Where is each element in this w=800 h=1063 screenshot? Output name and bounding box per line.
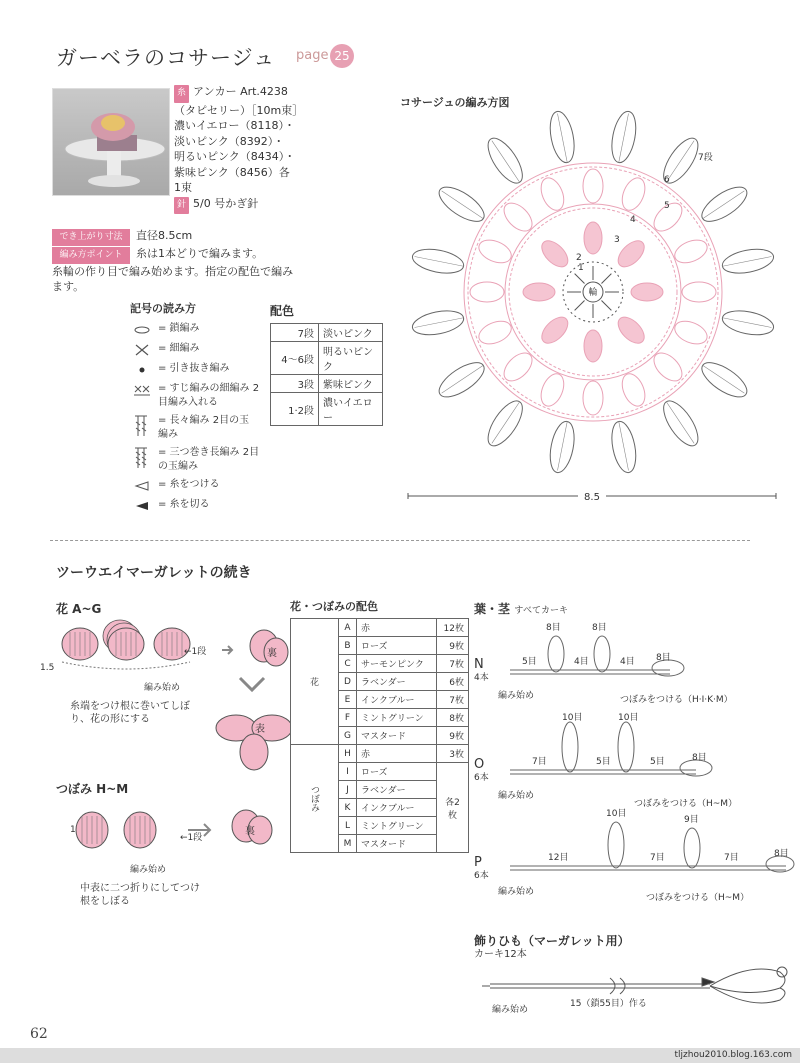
table-row — [271, 375, 383, 393]
chart-title: コサージュの編み方図 — [400, 96, 510, 109]
point-tag: 編み方ポイント — [52, 247, 130, 264]
group-cell: つぼみ — [291, 745, 339, 853]
table-row — [271, 324, 383, 342]
color-scheme — [270, 302, 383, 426]
flowers-title: 花 A~G — [56, 602, 102, 616]
triple-treble-bobble-icon — [130, 446, 154, 470]
round-label: ←1段 — [180, 833, 203, 843]
segment-label: 7目 — [724, 853, 739, 863]
palette-table — [290, 618, 469, 853]
rounds-cell: 3段 — [271, 375, 319, 393]
yarn-line: （タピセリー）［10m束］ — [174, 103, 304, 117]
cut-yarn-icon — [130, 498, 154, 514]
segment-label: 4目 — [574, 657, 589, 667]
code-cell: B — [339, 637, 357, 655]
palette — [290, 598, 469, 853]
table-row — [291, 619, 469, 637]
count-cell: 7枚 — [437, 655, 469, 673]
segment-label: 12目 — [548, 853, 569, 863]
needle-size: 5/0 号かぎ針 — [193, 196, 259, 210]
loop-label: 8目 — [546, 623, 561, 633]
loop-label: 10目 — [562, 713, 583, 723]
page-ref-label: page — [296, 48, 329, 63]
flower-petals — [62, 628, 190, 669]
color-cell: 赤 — [357, 619, 437, 637]
symbol-label: = 鎖編み — [158, 323, 200, 334]
color-cell: ミントグリーン — [357, 709, 437, 727]
color-cell: 赤 — [357, 745, 437, 763]
code-cell: M — [339, 835, 357, 853]
color-cell: サーモンピンク — [357, 655, 437, 673]
segment-label: 5目 — [596, 757, 611, 767]
color-cell: インクブルー — [357, 691, 437, 709]
color-cell: ミントグリーン — [357, 817, 437, 835]
count-cell: 3枚 — [437, 745, 469, 763]
color-cell: マスタード — [357, 835, 437, 853]
symbol-legend-heading: 記号の読み方 — [130, 302, 196, 315]
rounds-cell: 7段 — [271, 324, 319, 342]
leaf-code: O — [474, 757, 485, 772]
code-cell: J — [339, 781, 357, 799]
code-cell: C — [339, 655, 357, 673]
attach-label: つぼみをつける（H~M） — [634, 799, 738, 809]
round-label: ←1段 — [184, 647, 207, 657]
leaves-title — [474, 600, 568, 617]
section-divider — [50, 540, 750, 541]
leaves-subtitle: すべてカーキ — [514, 606, 569, 616]
symbol-label: = 三つ巻き長編み 2目の玉編み — [158, 447, 260, 472]
start-label: 編み始め — [498, 791, 535, 801]
page-number: 62 — [30, 1026, 48, 1042]
start-label: 編み始め — [498, 887, 535, 897]
color-cell: ローズ — [357, 637, 437, 655]
count-cell: 9枚 — [437, 727, 469, 745]
color-cell: ローズ — [357, 763, 437, 781]
cord-diagram — [470, 958, 796, 1018]
section2-title: ツーウエイマーガレットの続き — [56, 565, 252, 581]
code-cell: L — [339, 817, 357, 835]
single-crochet-icon — [130, 342, 154, 358]
round-label: 4 — [630, 215, 636, 225]
round-label: 7段 — [698, 153, 713, 163]
loop-label: 10目 — [606, 809, 627, 819]
symbol-label: = 引き抜き編み — [158, 363, 230, 374]
symbol-label: = 細編み — [158, 343, 200, 354]
table-row — [271, 393, 383, 426]
cosage-chart — [400, 100, 790, 510]
code-cell: E — [339, 691, 357, 709]
segment-label: 4目 — [620, 657, 635, 667]
bud-back-label: 裏 — [245, 826, 255, 837]
code-cell: F — [339, 709, 357, 727]
page-ref-badge: 25 — [330, 44, 354, 68]
size-tag: でき上がり寸法 — [52, 229, 130, 246]
yarn-line: アンカー Art.4238 — [193, 85, 288, 98]
symbol-label: = 糸を切る — [158, 499, 210, 510]
leaves-diagram — [470, 616, 800, 906]
rounds-cell: 1·2段 — [271, 393, 319, 426]
count-cell: 各2枚 — [437, 763, 469, 853]
segment-label: 7目 — [650, 853, 665, 863]
buds-title: つぼみ H~M — [56, 782, 129, 796]
bud-diagram — [60, 800, 290, 880]
footer-watermark: tljzhou2010.blog.163.com — [0, 1048, 800, 1063]
start-label: 編み始め — [492, 1005, 529, 1015]
finished-size: 直径8.5cm — [136, 229, 193, 242]
yarn-line: 1束 — [174, 181, 192, 194]
leaves-title-text: 葉・茎 — [474, 602, 511, 616]
code-cell: H — [339, 745, 357, 763]
loop-label: 8目 — [592, 623, 607, 633]
start-label: 編み始め — [498, 691, 535, 701]
leaf-qty: 4本 — [474, 673, 489, 683]
yarn-line: 濃いイエロー（8118）・ — [174, 119, 296, 132]
front-flower-shape — [216, 715, 290, 770]
table-row — [291, 745, 469, 763]
measure-label: 1 — [70, 825, 76, 835]
code-cell: I — [339, 763, 357, 781]
symbol-legend — [130, 302, 280, 518]
round-label: 3 — [614, 235, 620, 245]
color-cell: ラベンダー — [357, 673, 437, 691]
round-label: 6 — [664, 175, 670, 185]
color-cell: ラベンダー — [357, 781, 437, 799]
symbol-label: = 長々編み 2目の玉編み — [158, 415, 250, 440]
loop-label: 10目 — [618, 713, 639, 723]
needle-tag: 針 — [174, 197, 189, 215]
group-cell: 花 — [291, 619, 339, 745]
segment-label: 5目 — [522, 657, 537, 667]
symbol-label: = 糸をつける — [158, 479, 220, 490]
attach-label: つぼみをつける（H·I·K·M） — [620, 695, 733, 705]
leaf-qty: 6本 — [474, 871, 489, 881]
count-cell: 9枚 — [437, 637, 469, 655]
product-photo — [52, 88, 170, 196]
loop-label: 8目 — [774, 849, 789, 859]
color-cell: 濃いイエロー — [319, 393, 383, 426]
measure-label: 1.5 — [40, 663, 55, 673]
cord-instruction: 15（鎖55目）作る — [570, 999, 647, 1009]
back-loop-sc-icon — [130, 382, 154, 398]
table-row — [271, 342, 383, 375]
loop-label: 8目 — [656, 653, 671, 663]
attach-label: つぼみをつける（H~M） — [646, 893, 750, 903]
color-cell: インクブルー — [357, 799, 437, 817]
yarn-line: 明るいピンク（8434）・ — [174, 150, 296, 163]
color-cell: 明るいピンク — [319, 342, 383, 375]
cord-subtitle: カーキ12本 — [474, 949, 527, 960]
knitting-point: 糸は1本どりで編みます。 — [136, 247, 264, 260]
color-scheme-heading: 配色 — [270, 304, 295, 318]
round-label: 1 — [578, 263, 584, 273]
slip-stitch-icon — [130, 362, 154, 378]
count-cell: 12枚 — [437, 619, 469, 637]
round-label: 2 — [576, 253, 582, 263]
chain-stitch-icon — [130, 322, 154, 338]
back-label: 裏 — [267, 648, 277, 659]
leaf-code: N — [474, 657, 484, 672]
flower-note: 糸端をつけ根に巻いてしぼり、花の形にする — [70, 701, 190, 725]
yarn-line: 紫味ピンク（8456）各 — [174, 165, 290, 179]
symbol-label: = すじ編みの細編み 2目編み入れる — [158, 383, 260, 408]
color-cell: マスタード — [357, 727, 437, 745]
count-cell: 8枚 — [437, 709, 469, 727]
cord-title: 飾りひも（マーガレット用） — [474, 934, 630, 948]
round-label: 5 — [664, 201, 670, 211]
code-cell: G — [339, 727, 357, 745]
code-cell: K — [339, 799, 357, 817]
yarn-tag: 糸 — [174, 85, 189, 103]
color-scheme-table — [270, 323, 383, 426]
count-cell: 6枚 — [437, 673, 469, 691]
treble-bobble-icon — [130, 414, 154, 438]
color-cell: 紫味ピンク — [319, 375, 383, 393]
leaf-qty: 6本 — [474, 773, 489, 783]
segment-label: 5目 — [650, 757, 665, 767]
yarn-line: 淡いピンク（8392）・ — [174, 134, 285, 148]
loop-label: 8目 — [692, 753, 707, 763]
start-label: 編み始め — [144, 683, 181, 693]
specs-block — [52, 228, 352, 294]
join-yarn-icon — [130, 478, 154, 494]
materials-block — [174, 84, 324, 214]
chart-center-label: 輪 — [588, 288, 598, 298]
knitting-note: 糸輪の作り目で編み始めます。指定の配色で編みます。 — [52, 265, 294, 293]
diameter-label: 8.5 — [584, 492, 600, 503]
color-cell: 淡いピンク — [319, 324, 383, 342]
loop-label: 9目 — [684, 815, 699, 825]
page-title: ガーベラのコサージュ — [56, 46, 276, 70]
front-label: 表 — [255, 724, 265, 735]
segment-label: 7目 — [532, 757, 547, 767]
leaf-chains — [510, 636, 794, 872]
palette-heading: 花・つぼみの配色 — [290, 600, 378, 613]
down-arrow-icon — [240, 678, 264, 690]
start-label: 編み始め — [130, 865, 167, 875]
code-cell: D — [339, 673, 357, 691]
bud-petals — [76, 812, 156, 848]
count-cell: 7枚 — [437, 691, 469, 709]
bud-note: 中表に二つ折りにしてつけ根をしぼる — [80, 883, 200, 907]
leaf-code: P — [474, 855, 482, 870]
rounds-cell: 4〜6段 — [271, 342, 319, 375]
code-cell: A — [339, 619, 357, 637]
